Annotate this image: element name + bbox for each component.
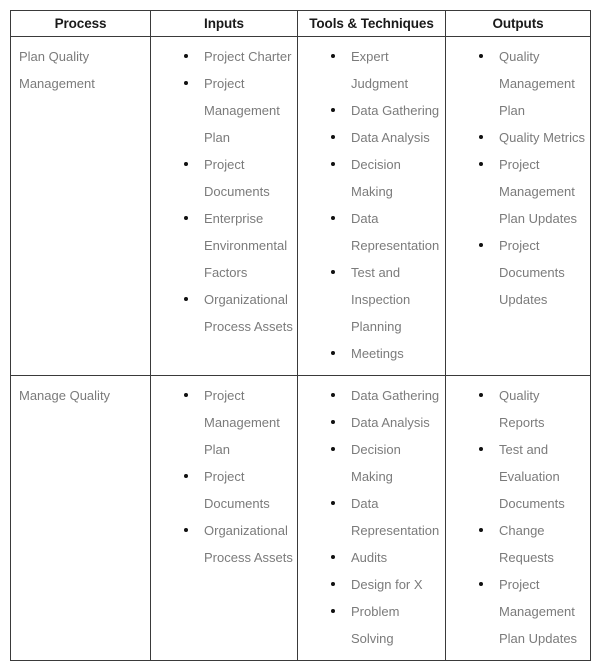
tools-list-row-2 [298,382,441,652]
process-name: Plan Quality [19,49,90,64]
list-item-label: Data Analysis [351,130,430,145]
list-item-label: Data Gathering [351,103,440,118]
list-item-label: Data Representation [351,211,440,253]
list-item-label: Expert Judgment [351,49,409,91]
table-row [11,37,591,376]
list-item [298,436,441,490]
bullet-icon [184,81,188,85]
list-item-label: Meetings [351,346,404,361]
list-item-label: Project Charter [204,49,292,64]
list-item [151,70,293,151]
list-item-label: Project Documents [204,469,270,511]
list-item [446,436,586,517]
tools-list-row-1 [298,43,441,367]
list-item [298,409,441,436]
list-item [446,43,586,124]
list-item-label: Quality Reports [499,388,545,430]
list-item [298,124,441,151]
list-item [446,517,586,571]
list-item [298,151,441,205]
bullet-icon [331,420,335,424]
outputs-list-row-2 [446,382,586,652]
bullet-icon [479,447,483,451]
bullet-icon [331,54,335,58]
process-name: Manage Quality [19,388,111,403]
cell-outputs-row-2 [446,376,591,661]
list-item [151,382,293,463]
list-item-label: Data Gathering [351,388,440,403]
bullet-icon [331,582,335,586]
bullet-icon [184,216,188,220]
list-item [298,490,441,544]
bullet-icon [331,555,335,559]
bullet-icon [479,393,483,397]
list-item [151,286,293,340]
cell-tools-row-2 [298,376,446,661]
list-item-label: Project Documents Updates [499,238,565,307]
bullet-icon [331,108,335,112]
itto-table [10,10,591,661]
bullet-icon [479,135,483,139]
bullet-icon [331,351,335,355]
list-item [298,205,441,259]
bullet-icon [479,162,483,166]
list-item-label: Data Analysis [351,415,430,430]
table-header [11,11,591,37]
list-item [446,382,586,436]
list-item [151,43,293,70]
list-item [151,517,293,571]
bullet-icon [184,162,188,166]
bullet-icon [331,447,335,451]
list-item [151,463,293,517]
list-item-label: Test and Inspection Planning [351,265,411,334]
list-item [151,205,293,286]
list-item [298,97,441,124]
bullet-icon [184,54,188,58]
list-item-label: Organizational Process Assets [204,292,293,334]
bullet-icon [479,243,483,247]
list-item [298,382,441,409]
header-row [11,11,591,37]
list-item-label: Project Management Plan Updates [499,157,578,226]
list-item-label: Project Documents [204,157,270,199]
column-header-inputs: Inputs [151,11,298,37]
list-item [446,124,586,151]
list-item-label: Project Management Plan Updates [499,577,578,646]
bullet-icon [184,474,188,478]
table-row [11,376,591,661]
bullet-icon [331,162,335,166]
list-item-label: Quality Metrics [499,130,585,145]
bullet-icon [479,54,483,58]
list-item-label: Project Management Plan [204,388,280,457]
list-item [446,151,586,232]
bullet-icon [479,582,483,586]
cell-tools-row-1 [298,37,446,376]
list-item [446,571,586,652]
bullet-icon [479,528,483,532]
bullet-icon [331,609,335,613]
list-item-label: Enterprise Environmental Factors [204,211,288,280]
list-item-label: Data Representation [351,496,440,538]
cell-outputs-row-1 [446,37,591,376]
inputs-list-row-1 [151,43,293,340]
list-item [298,571,441,598]
list-item [298,43,441,97]
list-item [298,544,441,571]
list-item-label: Design for X [351,577,423,592]
bullet-icon [331,216,335,220]
list-item [298,259,441,340]
bullet-icon [331,393,335,397]
outputs-list-row-1 [446,43,586,313]
cell-inputs-row-2 [151,376,298,661]
column-header-tools: Tools & Techniques [298,11,446,37]
list-item-label: Audits [351,550,388,565]
bullet-icon [331,501,335,505]
list-item-label: Decision Making [351,157,401,199]
list-item-label: Quality Management Plan [499,49,575,118]
inputs-list-row-2 [151,382,293,571]
list-item [298,598,441,652]
list-item-label: Project Management Plan [204,76,280,145]
column-header-process: Process [11,11,151,37]
list-item-label: Change Requests [499,523,554,565]
list-item-label: Organizational Process Assets [204,523,293,565]
bullet-icon [331,270,335,274]
bullet-icon [331,135,335,139]
table-body [11,37,591,661]
process-name-cont: Management [19,76,95,91]
list-item [446,232,586,313]
cell-process-row-2 [11,376,151,661]
bullet-icon [184,297,188,301]
list-item-label: Problem Solving [351,604,400,646]
bullet-icon [184,528,188,532]
list-item [298,340,441,367]
list-item-label: Decision Making [351,442,401,484]
list-item [151,151,293,205]
list-item-label: Test and Evaluation Documents [499,442,565,511]
bullet-icon [184,393,188,397]
cell-process-row-1 [11,37,151,376]
cell-inputs-row-1 [151,37,298,376]
column-header-outputs: Outputs [446,11,591,37]
